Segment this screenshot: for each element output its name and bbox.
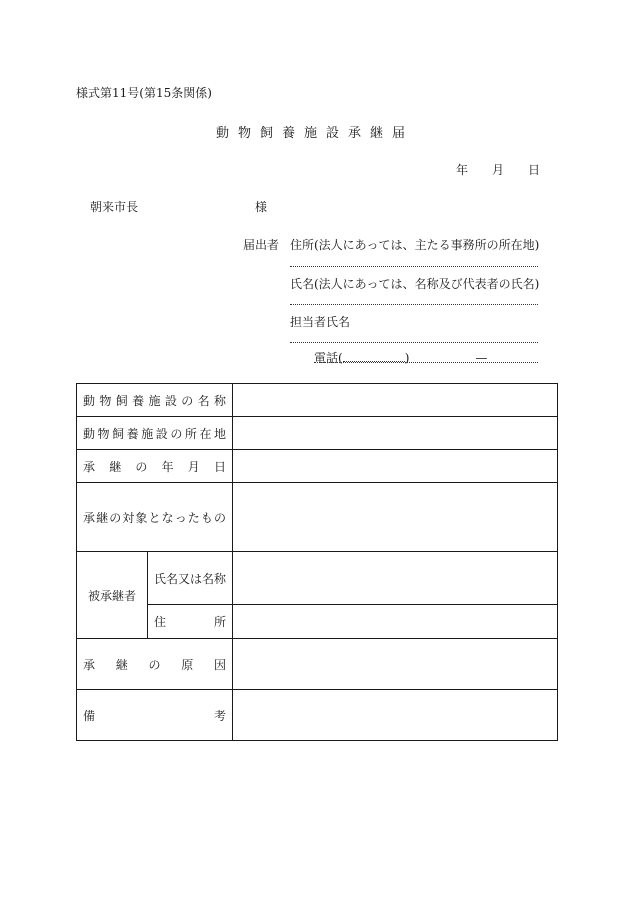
- succession-reason-label: 承継の原因: [77, 639, 233, 690]
- phone-area-code-field[interactable]: [343, 349, 405, 362]
- remarks-field[interactable]: [233, 690, 558, 741]
- phone-underline: [314, 362, 538, 363]
- applicant-address-label: 住所(法人にあっては、主たる事務所の所在地): [290, 238, 540, 252]
- contact-person-label: 担当者氏名: [290, 315, 351, 329]
- succession-date-label: 承継の年月日: [77, 450, 233, 483]
- table-row: [77, 483, 558, 552]
- table-row: [77, 605, 558, 639]
- succession-subject-field[interactable]: [233, 483, 558, 552]
- phone-close-paren: ): [404, 351, 410, 365]
- predecessor-name-field[interactable]: [233, 552, 558, 605]
- date-month-label: 月: [492, 163, 505, 177]
- facility-location-label: 動物飼養施設の所在地: [77, 417, 233, 450]
- contact-person-field[interactable]: [290, 342, 538, 343]
- facility-name-field[interactable]: [233, 384, 558, 417]
- addressee: 朝来市長: [90, 200, 139, 214]
- table-row: [77, 552, 558, 605]
- predecessor-address-label: 住所: [148, 605, 233, 639]
- phone-row: [314, 349, 487, 366]
- predecessor-address-field[interactable]: [233, 605, 558, 639]
- succession-subject-label: 承継の対象となったもの: [77, 483, 233, 552]
- table-row: [77, 639, 558, 690]
- succession-reason-field[interactable]: [233, 639, 558, 690]
- table-row: [77, 384, 558, 417]
- form-number: 様式第11号(第15条関係): [76, 86, 212, 100]
- addressee-suffix: 様: [255, 200, 268, 214]
- applicant-label: 届出者: [243, 238, 280, 252]
- facility-name-label: 動物飼養施設の名称: [77, 384, 233, 417]
- succession-table: [76, 383, 558, 741]
- table-row: [77, 690, 558, 741]
- predecessor-label: 被承継者: [77, 552, 148, 639]
- facility-location-field[interactable]: [233, 417, 558, 450]
- applicant-address-field[interactable]: [290, 266, 538, 267]
- phone-label: 電話(: [314, 351, 343, 365]
- applicant-name-field[interactable]: [290, 304, 538, 305]
- date-year-label: 年: [456, 163, 469, 177]
- table-row: [77, 417, 558, 450]
- remarks-label: 備考: [77, 690, 233, 741]
- table-row: [77, 450, 558, 483]
- applicant-name-label: 氏名(法人にあっては、名称及び代表者の氏名): [290, 277, 540, 291]
- phone-dash: —: [475, 351, 488, 365]
- date-day-label: 日: [528, 163, 541, 177]
- form-title: 動物飼養施設承継届: [215, 126, 414, 141]
- succession-date-field[interactable]: [233, 450, 558, 483]
- predecessor-name-label: 氏名又は名称: [148, 552, 233, 605]
